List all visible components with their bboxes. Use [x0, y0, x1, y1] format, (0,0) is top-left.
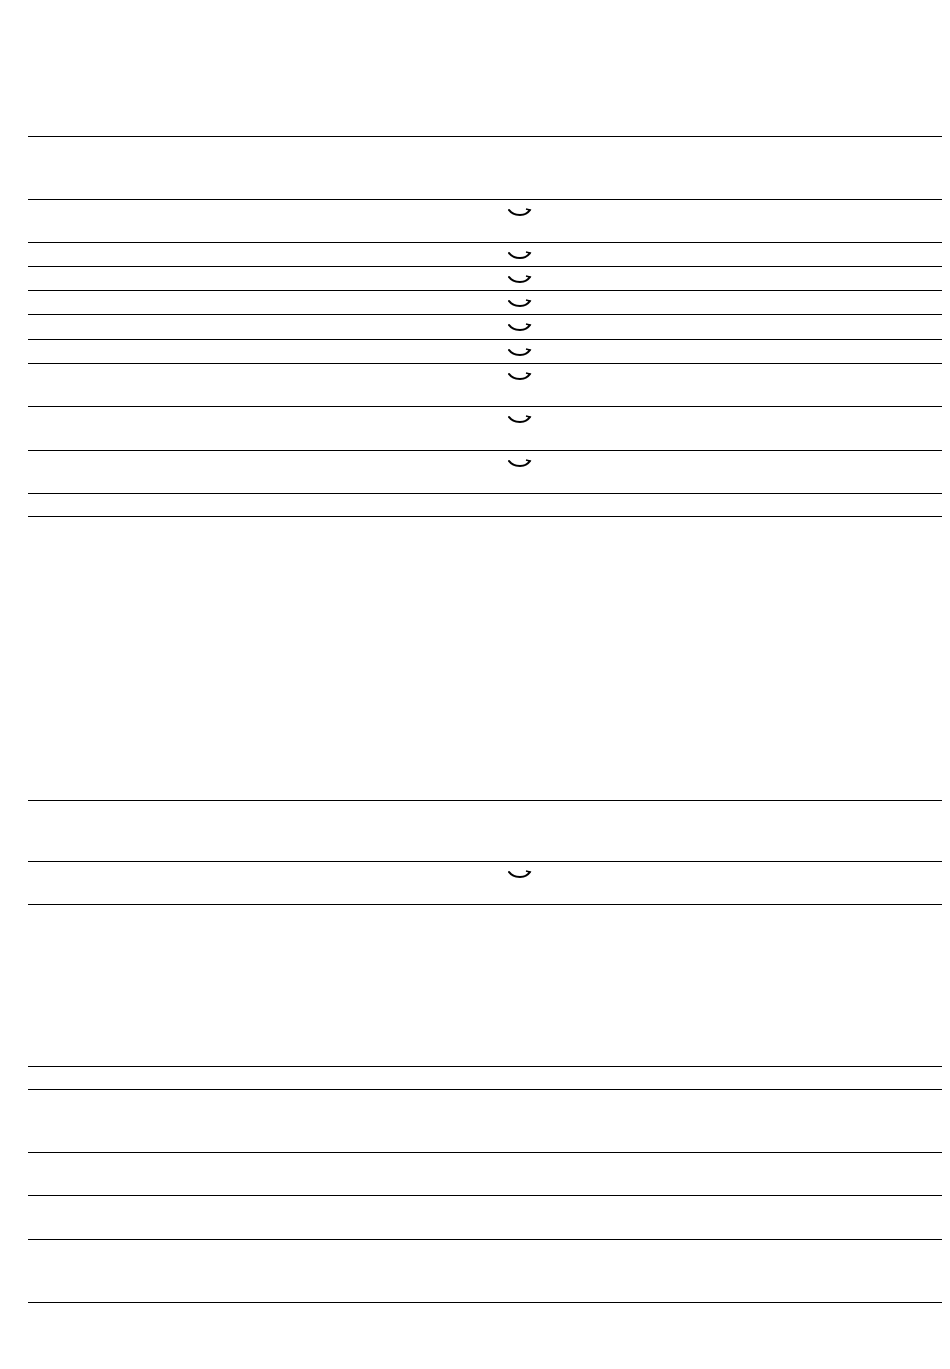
undertie-icon: [508, 868, 532, 880]
table-rule: [28, 1195, 942, 1196]
table-rule: [28, 1066, 942, 1067]
undertie-icon: [508, 249, 532, 261]
table-rule: [28, 516, 942, 517]
table-rule: [28, 363, 942, 364]
table-rule: [28, 266, 942, 267]
table-rule: [28, 904, 942, 905]
table-rule: [28, 1302, 942, 1303]
table-rule: [28, 242, 942, 243]
table-rule: [28, 199, 942, 200]
table-rule: [28, 136, 942, 137]
undertie-icon: [508, 346, 532, 358]
table-rule: [28, 339, 942, 340]
table-rule: [28, 800, 942, 801]
table-rule: [28, 1239, 942, 1240]
table-rule: [28, 1152, 942, 1153]
undertie-icon: [508, 413, 532, 425]
table-rule: [28, 1089, 942, 1090]
table-rule: [28, 406, 942, 407]
table-rule: [28, 290, 942, 291]
document-table: [28, 0, 942, 1369]
table-rule: [28, 493, 942, 494]
table-rule: [28, 450, 942, 451]
undertie-icon: [508, 273, 532, 285]
table-rule: [28, 861, 942, 862]
undertie-icon: [508, 457, 532, 469]
table-rule: [28, 314, 942, 315]
undertie-icon: [508, 321, 532, 333]
undertie-icon: [508, 206, 532, 218]
undertie-icon: [508, 370, 532, 382]
undertie-icon: [508, 297, 532, 309]
